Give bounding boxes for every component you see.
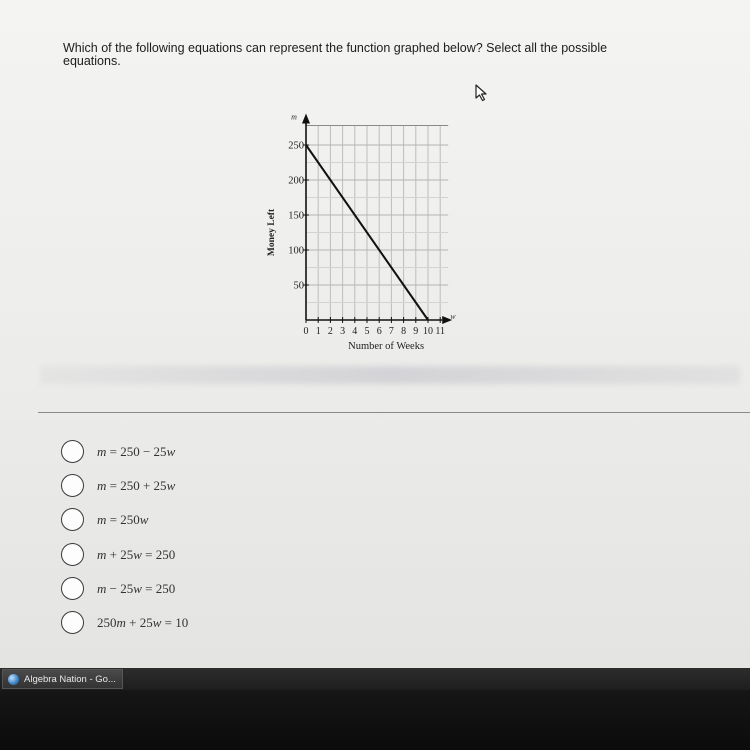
line-chart [262,92,502,357]
x-axis-title: Number of Weeks [348,341,425,352]
answer-choice-d[interactable] [61,543,361,571]
answer-choice-c[interactable] [61,508,361,536]
y-axis-arrow [302,114,310,124]
answer-choice-e[interactable] [61,577,361,605]
x-tick-label: 7 [388,326,394,337]
x-tick-label: 10 [423,326,433,337]
taskbar [0,668,750,690]
x-tick-label: 6 [376,326,382,337]
x-tick-label: 3 [340,326,346,337]
y-tick-label: 50 [293,280,304,292]
answer-choice-b[interactable] [61,474,361,502]
x-tick-label: 9 [413,326,419,337]
radio-button[interactable] [61,474,84,497]
x-tick-label: 1 [315,326,321,337]
equation-text: m = 250 − 25w [97,444,176,459]
x-tick-label: 11 [435,326,446,337]
browser-icon [8,674,19,685]
y-tick-label: 150 [288,210,304,222]
answer-choice-a[interactable] [61,440,361,468]
taskbar-item-label: Algebra Nation - Go... [24,673,116,685]
y-axis-letter: m [291,112,297,122]
y-tick-label: 100 [288,245,304,257]
radio-button[interactable] [61,508,84,531]
x-tick-label: 2 [327,326,333,337]
radio-button[interactable] [61,543,84,566]
equation-text: 250m + 25w = 10 [97,615,189,630]
x-tick-label: 5 [364,326,370,337]
radio-button[interactable] [61,611,84,634]
equation-text: m − 25w = 250 [97,580,176,596]
taskbar-item-algebra-nation[interactable] [2,669,123,689]
radio-button[interactable] [61,577,84,600]
x-tick-label: 0 [303,326,309,337]
y-axis-title: Money Left [267,208,277,257]
radio-button[interactable] [61,440,84,463]
equation-text: m = 250 + 25w [97,478,176,494]
y-tick-label: 250 [288,140,304,152]
monitor-bezel [0,690,750,750]
answer-choice-f[interactable] [61,611,361,639]
equation-text: m + 25w = 250 [97,546,176,562]
question-text: Which of the following equations can represent the function graphed below? Select all the possible equations. [63,41,608,68]
x-tick-label: 8 [401,326,407,337]
x-tick-label: 4 [352,326,358,337]
equation-text: m = 250w [97,512,149,528]
scroll-blur-band [40,366,740,384]
divider [38,412,750,413]
y-tick-label: 200 [288,175,304,187]
x-axis-letter: w [450,312,456,321]
